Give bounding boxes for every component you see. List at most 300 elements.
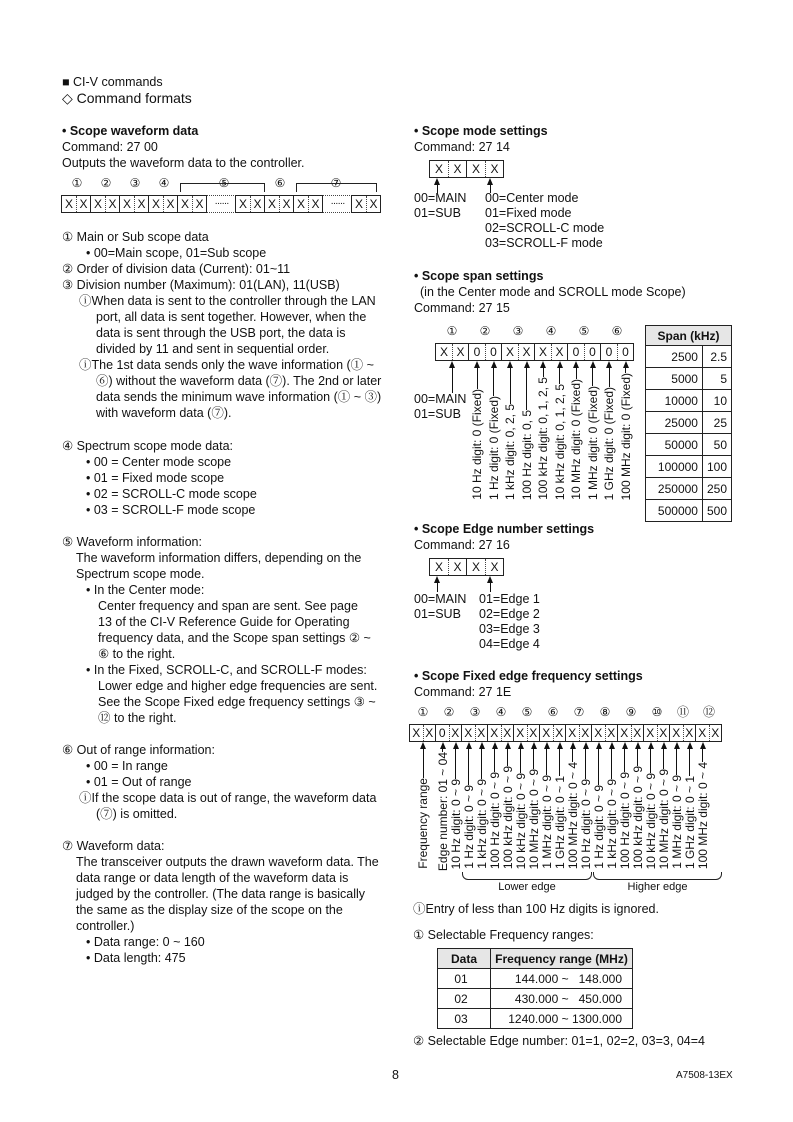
byte-marker: ⑧ bbox=[599, 705, 611, 719]
byte-marker: ⑦ bbox=[573, 705, 585, 719]
arrow-icon bbox=[596, 742, 602, 749]
span-table-header: Span (kHz) bbox=[646, 326, 732, 346]
label-text: 100 kHz digit: 0, 1, 2, 5 bbox=[536, 377, 550, 500]
label-text: 100 Hz digit: 0, 5 bbox=[519, 409, 534, 500]
arrow-icon bbox=[420, 742, 426, 749]
span-cell: 10 bbox=[702, 390, 731, 412]
nibble: X bbox=[93, 197, 102, 211]
arrow-line bbox=[609, 368, 610, 387]
value: 01=SUB bbox=[414, 607, 461, 621]
nibble: X bbox=[709, 725, 722, 741]
value: 00=Center mode bbox=[485, 191, 579, 205]
nibble: X bbox=[475, 725, 488, 741]
arrow-icon bbox=[453, 742, 459, 749]
nibble: X bbox=[542, 726, 551, 740]
digit-label bbox=[469, 361, 485, 500]
arrow-icon bbox=[583, 742, 589, 749]
byte-marker: ② bbox=[443, 705, 455, 719]
arrow-line bbox=[455, 749, 456, 779]
byte-marker: ④ bbox=[158, 176, 170, 190]
byte-marker: ① bbox=[417, 705, 429, 719]
arrow-line bbox=[624, 749, 625, 772]
byte-marker: ③ bbox=[512, 324, 524, 338]
span-table-row bbox=[646, 434, 732, 456]
byte-marker: ② bbox=[479, 324, 491, 338]
waveform-items bbox=[62, 229, 382, 966]
arrow-icon bbox=[466, 742, 472, 749]
range-row bbox=[438, 989, 633, 1009]
arrow-icon bbox=[505, 742, 511, 749]
label-text: 100 kHz digit: 0 ~ 9 bbox=[630, 765, 645, 869]
span-table-row bbox=[646, 478, 732, 500]
fixed-note: ⓘEntry of less than 100 Hz digits is ignored. bbox=[413, 902, 659, 916]
nibble: X bbox=[568, 726, 577, 740]
nibble: X bbox=[448, 559, 466, 575]
arrow-line bbox=[490, 583, 491, 592]
arrow-line bbox=[559, 749, 560, 776]
digit-label bbox=[444, 361, 460, 393]
label-text: 100 MHz digit: 0 (Fixed) bbox=[618, 372, 633, 500]
label-text: 10 MHz digit: 0 ~ 9 bbox=[656, 768, 671, 869]
waveform-title: • Scope waveform data bbox=[62, 124, 199, 138]
nibble: X bbox=[192, 196, 206, 212]
arrow-line bbox=[494, 749, 495, 772]
byte-cell bbox=[409, 724, 436, 742]
arrow-line bbox=[676, 749, 677, 775]
arrow-line bbox=[572, 749, 573, 762]
nibble: X bbox=[267, 197, 276, 211]
digit-label bbox=[568, 361, 584, 500]
nibble: X bbox=[452, 344, 468, 360]
nibble: 0 bbox=[605, 345, 613, 359]
byte-cell bbox=[351, 195, 381, 213]
marker-bracket bbox=[180, 183, 265, 192]
arrow-icon bbox=[622, 742, 628, 749]
label-text: 1 MHz digit: 0 ~ 9 bbox=[539, 775, 554, 869]
value: 03=Edge 3 bbox=[479, 622, 540, 636]
waveform-desc: Outputs the waveform data to the controller. bbox=[62, 156, 305, 170]
label-text: 10 Hz digit: 0 ~ 9 bbox=[578, 778, 593, 869]
span-cell: 50000 bbox=[646, 434, 703, 456]
marker-bracket bbox=[296, 183, 377, 192]
byte-marker: ⑥ bbox=[274, 176, 286, 190]
arrow-line bbox=[559, 368, 560, 384]
nibble: X bbox=[151, 197, 160, 211]
arrow-line bbox=[468, 749, 469, 785]
byte-row bbox=[430, 160, 504, 178]
arrow-icon bbox=[479, 742, 485, 749]
fixed-command: Command: 27 1E bbox=[414, 685, 512, 699]
nibble: X bbox=[485, 161, 503, 177]
nibble: X bbox=[448, 161, 466, 177]
waveform-command: Command: 27 00 bbox=[62, 140, 158, 154]
digit-label bbox=[519, 361, 535, 500]
range-cell: 1240.000 ~ 1300.000 bbox=[491, 1009, 633, 1029]
arrow-icon bbox=[700, 742, 706, 749]
digit-label bbox=[482, 576, 498, 592]
nibble: X bbox=[605, 725, 618, 741]
arrow-icon bbox=[606, 361, 612, 368]
value: 00=MAIN bbox=[414, 592, 467, 606]
arrow-icon bbox=[434, 178, 440, 185]
nibble: X bbox=[434, 162, 443, 176]
label-text: 1 GHz digit: 0 ~ 1 bbox=[682, 775, 697, 869]
item-5-text: The waveform information differs, depending on the Spectrum scope mode. bbox=[76, 551, 362, 581]
item-5a: • In the Center mode: bbox=[86, 583, 205, 597]
byte-cell bbox=[669, 724, 696, 742]
arrow-line bbox=[611, 749, 612, 779]
higher-edge-label: Higher edge bbox=[627, 881, 688, 893]
byte-marker: ⑥ bbox=[611, 324, 623, 338]
digit-label bbox=[601, 361, 617, 500]
nibble: X bbox=[434, 560, 443, 574]
page-number: 8 bbox=[392, 1068, 399, 1082]
arrow-icon bbox=[557, 361, 563, 368]
nibble: X bbox=[279, 196, 293, 212]
label-text: 1 Hz digit: 0 ~ 9 bbox=[591, 785, 606, 869]
digit-label bbox=[502, 361, 518, 500]
col-header-data: Data bbox=[438, 949, 491, 969]
arrow-line bbox=[576, 368, 577, 379]
value: 01=SUB bbox=[414, 206, 461, 220]
arrow-line bbox=[546, 749, 547, 775]
nibble: X bbox=[579, 725, 592, 741]
fixed-title: • Scope Fixed edge frequency settings bbox=[414, 669, 643, 683]
arrow-icon bbox=[487, 178, 493, 185]
span-table-row bbox=[646, 456, 732, 478]
byte-marker: ⑤ bbox=[521, 705, 533, 719]
item-7-text: The transceiver outputs the drawn waveform data. The data range or data length of the waveform data is judged by the controller. (The data range is basically the same as the display size of the scope on the controller.) bbox=[76, 855, 379, 933]
span-cell: 5 bbox=[702, 368, 731, 390]
item-1: ① Main or Sub scope data bbox=[62, 230, 209, 244]
span-table-row bbox=[646, 412, 732, 434]
range-cell: 430.000 ~ 450.000 bbox=[491, 989, 633, 1009]
nibble: 0 bbox=[438, 726, 446, 740]
arrow-icon bbox=[487, 576, 493, 583]
label-text: 10 Hz digit: 0 (Fixed) bbox=[470, 389, 484, 500]
nibble: X bbox=[490, 726, 499, 740]
byte-row bbox=[62, 195, 381, 213]
arrow-icon bbox=[540, 361, 546, 368]
waveform-section bbox=[62, 123, 382, 171]
byte-marker: ⑨ bbox=[625, 705, 637, 719]
byte-marker: ② bbox=[100, 176, 112, 190]
nibble: X bbox=[620, 726, 629, 740]
byte-cell bbox=[591, 724, 618, 742]
section-title: ■ CI-V commands bbox=[62, 75, 163, 89]
label-text: 10 kHz digit: 0, 1, 2, 5 bbox=[552, 383, 567, 500]
item-2: ② Order of division data (Current): 01~11 bbox=[62, 262, 291, 276]
nibble: 0 bbox=[485, 344, 501, 360]
label-text: 1 Hz digit: 0 (Fixed) bbox=[486, 395, 501, 500]
range-row bbox=[438, 1009, 633, 1029]
note-first-data: ⓘThe 1st data sends only the wave information (① ~ ⑥) without the waveform data (⑦). The 2nd or later data sends the minimum wave information (① ~ ③) with waveform data (⑦). bbox=[79, 358, 382, 420]
value: 01=SUB bbox=[414, 407, 461, 421]
mode-values-1 bbox=[414, 191, 466, 221]
arrow-icon bbox=[557, 742, 563, 749]
span-section bbox=[414, 268, 686, 316]
label-text: 1 kHz digit: 0, 2, 5 bbox=[503, 403, 517, 500]
label-text: 100 MHz digit: 0 ~ 4 bbox=[565, 761, 580, 869]
digit-label bbox=[535, 361, 551, 500]
label-text: 1 GHz digit: 0 ~ 1 bbox=[552, 775, 567, 869]
nibble: X bbox=[76, 196, 90, 212]
range-cell: 144.000 ~ 148.000 bbox=[491, 969, 633, 989]
digit-label bbox=[486, 361, 502, 500]
byte-marker: ⑪ bbox=[676, 705, 689, 719]
label-text: 1 kHz digit: 0 ~ 9 bbox=[474, 779, 489, 869]
byte-marker: ⑥ bbox=[547, 705, 559, 719]
byte-marker: ④ bbox=[545, 324, 557, 338]
item-3: ③ Division number (Maximum): 01(LAN), 11(USB) bbox=[62, 278, 340, 292]
byte-cell bbox=[643, 724, 670, 742]
arrow-icon bbox=[491, 361, 497, 368]
nibble: X bbox=[527, 725, 540, 741]
arrow-line bbox=[637, 749, 638, 766]
byte-cell bbox=[534, 343, 568, 361]
nibble: X bbox=[471, 560, 480, 574]
item-7b: • Data length: 475 bbox=[86, 951, 186, 965]
arrow-icon bbox=[531, 742, 537, 749]
arrow-line bbox=[423, 749, 424, 778]
arrow-icon bbox=[590, 361, 596, 368]
nibble: X bbox=[538, 345, 547, 359]
byte-cell bbox=[429, 160, 467, 178]
arrow-line bbox=[625, 368, 626, 373]
range-cell: 03 bbox=[438, 1009, 491, 1029]
nibble: X bbox=[423, 725, 436, 741]
value: 01=Edge 1 bbox=[479, 592, 540, 606]
byte-cell bbox=[600, 343, 634, 361]
span-cell: 100 bbox=[702, 456, 731, 478]
nibble: X bbox=[134, 196, 148, 212]
nibble: X bbox=[464, 726, 473, 740]
fixed-section bbox=[414, 668, 643, 700]
byte-cell bbox=[293, 195, 323, 213]
note-lan: ⓘWhen data is sent to the controller through the LAN port, all data is sent together. However, when the data is sent through the USB port, the data is divided by 11 and sent in sequential order. bbox=[79, 294, 376, 356]
arrow-line bbox=[481, 749, 482, 779]
edge-values-1 bbox=[414, 592, 466, 622]
nibble: X bbox=[646, 726, 655, 740]
arrow-icon bbox=[474, 361, 480, 368]
item-6a: • 00 = In range bbox=[86, 759, 168, 773]
nibble: X bbox=[501, 725, 514, 741]
byte-cell bbox=[61, 195, 91, 213]
value: 00=MAIN bbox=[414, 191, 467, 205]
item-4: ④ Spectrum scope mode data: bbox=[62, 439, 234, 453]
span-cell: 10000 bbox=[646, 390, 703, 412]
span-title: • Scope span settings bbox=[414, 269, 544, 283]
byte-marker: ⑫ bbox=[702, 705, 715, 719]
byte-cell bbox=[466, 160, 504, 178]
nibble: 0 bbox=[572, 345, 580, 359]
mode-section bbox=[414, 123, 548, 155]
nibble: X bbox=[683, 725, 696, 741]
arrow-line bbox=[592, 368, 593, 386]
byte-row bbox=[436, 343, 634, 361]
arrow-icon bbox=[661, 742, 667, 749]
range-cell: 01 bbox=[438, 969, 491, 989]
subsection-title: ◇ Command formats bbox=[62, 90, 192, 106]
mode-03: • 03 = SCROLL-F mode scope bbox=[86, 503, 256, 517]
span-table-row bbox=[646, 346, 732, 368]
arrow-icon bbox=[623, 361, 629, 368]
byte-cell bbox=[617, 724, 644, 742]
arrow-line bbox=[598, 749, 599, 785]
arrow-line bbox=[452, 368, 453, 393]
label-text: Edge number: 01 ~ 04 bbox=[435, 752, 450, 872]
nibble: X bbox=[505, 345, 514, 359]
byte-cell bbox=[177, 195, 207, 213]
item-5a-text: Center frequency and span are sent. See page 13 of the CI-V Reference Guide for Operating frequency data, and the Scope span settings ② ~ ⑥ to the right. bbox=[98, 599, 371, 661]
span-table-row bbox=[646, 368, 732, 390]
arrow-line bbox=[663, 749, 664, 769]
mode-title: • Scope mode settings bbox=[414, 124, 548, 138]
nibble: X bbox=[238, 197, 247, 211]
nibble: X bbox=[163, 196, 177, 212]
nibble: X bbox=[412, 726, 421, 740]
byte-cell bbox=[429, 558, 467, 576]
label-text: 1 MHz digit: 0 (Fixed) bbox=[585, 385, 600, 500]
span-subtitle: (in the Center mode and SCROLL mode Scope) bbox=[420, 285, 686, 299]
nibble: X bbox=[449, 725, 462, 741]
value: 02=Edge 2 bbox=[479, 607, 540, 621]
nibble: X bbox=[698, 726, 707, 740]
label-text: 100 Hz digit: 0 ~ 9 bbox=[487, 771, 502, 869]
nibble: X bbox=[366, 196, 380, 212]
nibble: X bbox=[439, 345, 448, 359]
span-cell: 25 bbox=[702, 412, 731, 434]
label-text: 10 kHz digit: 0 ~ 9 bbox=[513, 772, 528, 869]
section-header bbox=[62, 74, 192, 106]
arrow-icon bbox=[518, 742, 524, 749]
label-text: 100 MHz digit: 0 ~ 4 bbox=[695, 761, 710, 869]
span-table bbox=[645, 325, 732, 522]
edge-values-2 bbox=[479, 592, 540, 652]
arrow-icon bbox=[648, 742, 654, 749]
arrow-line bbox=[702, 749, 703, 762]
frequency-range-table bbox=[437, 948, 633, 1029]
range-row bbox=[438, 969, 633, 989]
ranges-title: ① Selectable Frequency ranges: bbox=[413, 928, 594, 942]
mode-values-2 bbox=[485, 191, 604, 251]
span-cell: 250 bbox=[702, 478, 731, 500]
nibble: X bbox=[105, 196, 119, 212]
mode-command: Command: 27 14 bbox=[414, 140, 510, 154]
digit-label bbox=[585, 361, 601, 500]
span-table-row bbox=[646, 390, 732, 412]
byte-marker: ⑤ bbox=[218, 176, 230, 190]
byte-cell bbox=[119, 195, 149, 213]
arrow-icon bbox=[635, 742, 641, 749]
arrow-line bbox=[533, 749, 534, 769]
value: 03=SCROLL-F mode bbox=[485, 236, 603, 250]
span-cell: 5000 bbox=[646, 368, 703, 390]
nibble: X bbox=[122, 197, 131, 211]
byte-cell bbox=[565, 724, 592, 742]
span-cell: 250000 bbox=[646, 478, 703, 500]
span-cell: 500 bbox=[702, 500, 731, 522]
gap-ellipsis: ······ bbox=[207, 195, 236, 213]
byte-cell bbox=[148, 195, 178, 213]
mode-00: • 00 = Center mode scope bbox=[86, 455, 232, 469]
nibble: X bbox=[296, 197, 305, 211]
byte-cell bbox=[461, 724, 488, 742]
col-header-range: Frequency range (MHz) bbox=[491, 949, 633, 969]
arrow-line bbox=[650, 749, 651, 773]
digit-label bbox=[429, 576, 445, 592]
byte-marker: ⑦ bbox=[330, 176, 342, 190]
label-text: 1 MHz digit: 0 ~ 9 bbox=[669, 775, 684, 869]
digit-label bbox=[552, 361, 568, 500]
byte-marker: ① bbox=[71, 176, 83, 190]
arrow-line bbox=[585, 749, 586, 779]
label-text: 10 Hz digit: 0 ~ 9 bbox=[448, 778, 463, 869]
span-command: Command: 27 15 bbox=[414, 301, 510, 315]
label-text: 1 Hz digit: 0 ~ 9 bbox=[461, 785, 476, 869]
label-text: 100 Hz digit: 0 ~ 9 bbox=[617, 771, 632, 869]
nibble: X bbox=[471, 162, 480, 176]
span-cell: 25000 bbox=[646, 412, 703, 434]
item-7a: • Data range: 0 ~ 160 bbox=[86, 935, 205, 949]
arrow-icon bbox=[440, 742, 446, 749]
nibble: X bbox=[516, 726, 525, 740]
arrow-line bbox=[493, 368, 494, 396]
byte-cell bbox=[264, 195, 294, 213]
nibble: 0 bbox=[617, 344, 633, 360]
note-out-of-range: ⓘIf the scope data is out of range, the waveform data (⑦) is omitted. bbox=[79, 791, 377, 821]
label-text: 1 GHz digit: 0 (Fixed) bbox=[602, 386, 616, 500]
nibble: X bbox=[354, 197, 363, 211]
arrow-line bbox=[507, 749, 508, 766]
item-5b: • In the Fixed, SCROLL-C, and SCROLL-F modes: Lower edge and higher edge frequencies are sent. See the Scope Fixed edge frequency settings ③ ~ ⑫ to the right. bbox=[86, 663, 378, 725]
value: 00=MAIN bbox=[414, 392, 467, 406]
byte-cell bbox=[695, 724, 722, 742]
nibble: X bbox=[672, 726, 681, 740]
digit-label bbox=[618, 361, 634, 500]
byte-row bbox=[430, 558, 504, 576]
byte-marker: ③ bbox=[469, 705, 481, 719]
arrow-line bbox=[526, 368, 527, 410]
byte-cell bbox=[435, 724, 462, 742]
nibble: X bbox=[551, 344, 567, 360]
value: 04=Edge 4 bbox=[479, 637, 540, 651]
arrow-line bbox=[510, 368, 511, 404]
nibble: X bbox=[180, 197, 189, 211]
lower-edge-label: Lower edge bbox=[498, 881, 556, 893]
byte-marker: ④ bbox=[495, 705, 507, 719]
label-text: 100 kHz digit: 0 ~ 9 bbox=[500, 765, 515, 869]
arrow-icon bbox=[674, 742, 680, 749]
document-code: A7508-13EX bbox=[676, 1070, 733, 1081]
item-5: ⑤ Waveform information: bbox=[62, 535, 202, 549]
byte-cell bbox=[539, 724, 566, 742]
span-main-sub bbox=[414, 392, 466, 422]
arrow-icon bbox=[570, 742, 576, 749]
digit-label bbox=[695, 742, 711, 869]
mode-02: • 02 = SCROLL-C mode scope bbox=[86, 487, 257, 501]
byte-marker: ③ bbox=[129, 176, 141, 190]
nibble: 0 bbox=[584, 344, 600, 360]
arrow-icon bbox=[507, 361, 513, 368]
nibble: X bbox=[594, 726, 603, 740]
arrow-icon bbox=[544, 742, 550, 749]
arrow-icon bbox=[492, 742, 498, 749]
byte-cell bbox=[90, 195, 120, 213]
span-cell: 2.5 bbox=[702, 346, 731, 368]
nibble: X bbox=[64, 197, 73, 211]
edge-number-note: ② Selectable Edge number: 01=1, 02=2, 03=3, 04=4 bbox=[413, 1034, 705, 1048]
